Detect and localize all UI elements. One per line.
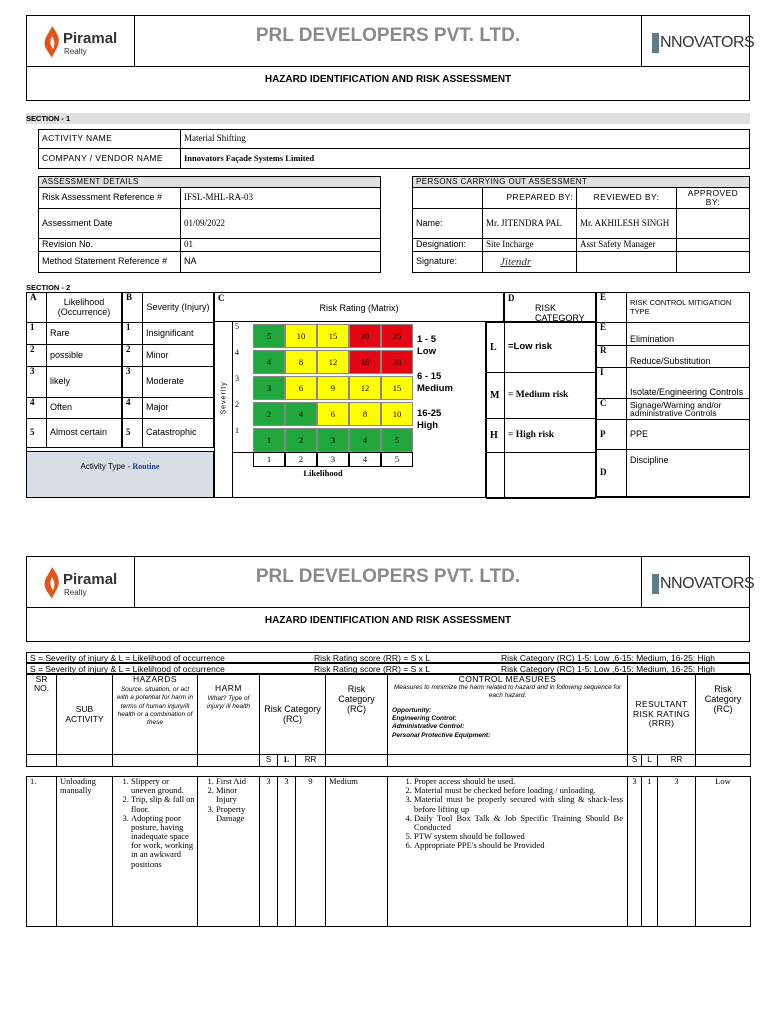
harm-item: 3. Property Damage: [216, 805, 257, 823]
designation-label: Designation:: [413, 239, 483, 252]
severity-num: 1: [123, 323, 143, 345]
matrix-cell: 3: [317, 428, 349, 452]
company-title: PRL DEVELOPERS PVT. LTD.: [255, 25, 521, 46]
row-rl: 1: [642, 777, 658, 927]
innovators-logo-text: NNOVATORS: [660, 34, 755, 51]
category-header-box: [504, 292, 596, 322]
hazard-item: 3. Adopting poor posture, having inadequate space for work, working in an awkward positions: [131, 814, 195, 869]
name-label: Name:: [413, 209, 483, 239]
logo-name: Piramal: [63, 30, 118, 47]
col-rl: L: [642, 755, 658, 767]
col-c: C: [218, 293, 225, 303]
date-value: 01/09/2022: [181, 209, 381, 239]
matrix-x-label: 4: [349, 453, 381, 467]
company-label: COMPANY / VENDOR NAME: [39, 149, 181, 169]
legend-rr: Risk Rating score (RR) = S x L: [314, 653, 430, 663]
col-d: D: [508, 293, 515, 303]
control-type: Opportunity:: [392, 706, 432, 714]
matrix-cell: 2: [285, 428, 317, 452]
hazard-item: 1. Slippery or uneven ground.: [131, 777, 195, 795]
col-hazards-note: Source, situation, or act with a potential for harm in terms of human injury/ill health or a combination of these: [116, 686, 194, 726]
piramal-flame-icon: [43, 26, 61, 58]
header-box: [26, 15, 755, 101]
col-resultant: RESULTANT RISK RATING (RRR): [628, 675, 696, 755]
control-type: Engineering Control:: [392, 715, 457, 723]
matrix-severity-num: 2: [235, 400, 239, 409]
likelihood-text: Rare: [47, 323, 122, 345]
legend-rr: Risk Rating score (RR) = S x L: [314, 664, 430, 674]
col-risk-3: Risk Category (RC): [696, 675, 751, 755]
matrix-severity-num: 1: [235, 426, 239, 435]
col-rrr: RR: [658, 755, 696, 767]
risk-category-header: RISK CATEGORY: [535, 303, 585, 324]
header-box-2: [26, 556, 755, 642]
row-rs: 3: [628, 777, 642, 927]
prepared-designation: Site Incharge: [483, 239, 577, 252]
matrix-cell: 6: [317, 402, 349, 426]
right-logo: [641, 557, 755, 607]
hazard-list: [115, 777, 195, 869]
reviewed-name: Mr. AKHILESH SINGH: [577, 209, 677, 239]
company-title: PRL DEVELOPERS PVT. LTD.: [255, 566, 521, 587]
likelihood-text: possible: [47, 345, 122, 367]
persons-table: [412, 176, 750, 273]
prepared-by: PREPARED BY:: [483, 188, 577, 209]
matrix-cell: 5: [381, 428, 413, 452]
matrix-cell: 12: [349, 376, 381, 400]
control-text: Signage/Warning and/or administrative Controls: [627, 399, 750, 420]
col-srno: SR NO.: [27, 675, 57, 755]
matrix-severity-num: 3: [235, 374, 239, 383]
severity-num: 3: [123, 367, 143, 398]
section2-label: SECTION - 2: [26, 283, 71, 292]
matrix-x-label: 1: [253, 453, 285, 467]
matrix-severity-num: 5: [235, 322, 239, 331]
matrix-cell: 8: [285, 350, 317, 374]
category-text: = High risk: [505, 419, 596, 453]
matrix-cell: 10: [285, 324, 317, 348]
activity-value: Material Shifting: [181, 130, 750, 149]
legend-severity: S = Severity of injury & L = Likelihood of occurrence: [30, 653, 225, 663]
range-medium: 6 - 15 Medium: [417, 371, 453, 394]
reviewed-designation: Asst Safety Manager: [577, 239, 677, 252]
legend-rc: Risk Category (RC) 1-5: Low ,6-15: Medium, 16-25: High: [501, 664, 715, 674]
likelihood-text: likely: [47, 367, 122, 398]
severity-num: 4: [123, 398, 143, 419]
control-letter: I: [597, 368, 627, 399]
category-table: [486, 322, 596, 499]
control-text: Reduce/Substitution: [627, 346, 750, 368]
control-letter: P: [597, 420, 627, 450]
severity-text: Major: [143, 398, 214, 419]
likelihood-text: Often: [47, 398, 122, 419]
harm-item: 2. Minor Injury: [216, 786, 257, 804]
likelihood-num: 5: [27, 419, 47, 448]
hazard-table-header: [26, 674, 751, 767]
col-control: CONTROL MEASURES: [458, 674, 557, 684]
col-rr: RR: [296, 755, 326, 767]
matrix-cell: 12: [317, 350, 349, 374]
signature-label: Signature:: [413, 252, 483, 273]
matrix-cell: 4: [349, 428, 381, 452]
row-l: 3: [278, 777, 296, 927]
left-logo: [27, 557, 135, 607]
severity-text: Moderate: [143, 367, 214, 398]
legend-row-1: [26, 652, 750, 663]
col-sub: SUB ACTIVITY: [57, 675, 113, 755]
control-item: 3. Material must be properly secured with sling & shack-less before lifting up: [414, 795, 623, 813]
likelihood-header: Likelihood (Occurrence): [47, 293, 122, 323]
row-rr: 9: [296, 777, 326, 927]
control-list: [392, 777, 623, 850]
assessment-table: [38, 176, 381, 273]
control-text: Elimination: [627, 323, 750, 346]
category-letter: M: [487, 373, 505, 419]
revision-label: Revision No.: [39, 239, 181, 252]
legend-row-2: [26, 663, 750, 674]
reviewed-by: REVIEWED BY:: [577, 188, 677, 209]
matrix-x-label: 2: [285, 453, 317, 467]
col-control-note: Measures to minimize the harm related to hazard and in following sequence for each hazard.: [393, 684, 622, 700]
matrix-cell: 20: [381, 350, 413, 374]
matrix-x-label: 3: [317, 453, 349, 467]
section1-label: SECTION - 1: [26, 114, 71, 123]
severity-text: Minor: [143, 345, 214, 367]
logo-sub: Realty: [64, 588, 87, 597]
company-value: Innovators Façade Systems Limited: [181, 149, 750, 169]
range-col: [413, 322, 486, 452]
innovators-logo-text: NNOVATORS: [660, 575, 755, 592]
category-letter: H: [487, 419, 505, 453]
legend-severity: S = Severity of injury & L = Likelihood of occurrence: [30, 664, 225, 674]
control-text: Isolate/Engineering Controls: [627, 368, 750, 399]
matrix-cell: 5: [253, 324, 285, 348]
signature: Jitendr: [500, 255, 532, 268]
likelihood-num: 1: [27, 323, 47, 345]
col-a: A: [27, 293, 47, 323]
control-type: Personal Protective Equipment:: [392, 731, 491, 739]
assessment-details-header: ASSESSMENT DETAILS: [39, 177, 381, 188]
severity-axis-label: Severity: [220, 381, 228, 415]
legend-rc: Risk Category (RC) 1-5: Low ,6-15: Medium, 16-25: High: [501, 653, 715, 663]
matrix-cell: 3: [253, 376, 285, 400]
row-s: 3: [260, 777, 278, 927]
innovators-mark-icon: [652, 33, 659, 53]
matrix-cell: 4: [253, 350, 285, 374]
likelihood-num: 3: [27, 367, 47, 398]
col-hazards: HAZARDS: [132, 674, 178, 684]
col-harm: HARM: [214, 683, 243, 693]
activity-type-label: Activity Type -: [80, 462, 133, 471]
row-rrr: 3: [658, 777, 696, 927]
control-text: Discipline: [627, 450, 750, 497]
severity-text: Catastrophic: [143, 419, 214, 448]
likelihood-num: 4: [27, 398, 47, 419]
control-item: 1. Proper access should be used.: [414, 777, 623, 786]
doc-title: HAZARD IDENTIFICATION AND RISK ASSESSMENT: [264, 74, 512, 85]
right-logo: [641, 16, 755, 66]
severity-num: 2: [123, 345, 143, 367]
control-types: [392, 707, 623, 741]
risk-matrix: [233, 322, 413, 452]
ref-value: IFSL-MHL-RA-03: [181, 188, 381, 209]
activity-label: ACTIVITY NAME: [39, 130, 181, 149]
innovators-mark-icon: [652, 574, 659, 594]
control-item: 5. PTW system should be followed: [414, 832, 623, 841]
category-letter: L: [487, 323, 505, 373]
control-letter: D: [597, 450, 627, 497]
method-value: NA: [181, 252, 381, 273]
control-type: Administrative Control:: [392, 723, 465, 731]
category-text: = Medium risk: [505, 373, 596, 419]
likelihood-table: [26, 292, 122, 448]
severity-header: Severity (Injury): [143, 293, 214, 323]
col-b: B: [123, 293, 143, 323]
likelihood-num: 2: [27, 345, 47, 367]
col-risk-2: Risk Category (RC): [326, 675, 388, 755]
matrix-cell: 4: [285, 402, 317, 426]
matrix-cell: 1: [253, 428, 285, 452]
row-srno: 1.: [27, 777, 57, 927]
prepared-name: Mr. JITENDRA PAL: [483, 209, 577, 239]
col-rs: S: [628, 755, 642, 767]
date-label: Assessment Date: [39, 209, 181, 239]
control-letter: R: [597, 346, 627, 368]
control-item: 2. Material must be checked before loading / unloading.: [414, 786, 623, 795]
harm-item: 1. First Aid: [216, 777, 257, 786]
approved-by: APPROVED BY:: [677, 188, 750, 209]
likelihood-text: Almost certain: [47, 419, 122, 448]
persons-header: PERSONS CARRYING OUT ASSESSMENT: [413, 177, 750, 188]
row-rc: Medium: [326, 777, 388, 927]
hazard-item: 2. Trip, slip & fall on floor.: [131, 795, 195, 813]
row-rrc: Low: [696, 777, 751, 927]
control-item: 6. Appropriate PPE's should be Provided: [414, 841, 623, 850]
likelihood-axis-label: Likelihood: [303, 468, 343, 478]
col-risk: Risk Category (RC): [260, 675, 326, 755]
col-harm-note: What? Type of injury/ ill health: [207, 695, 250, 711]
severity-text: Insignificant: [143, 323, 214, 345]
left-logo: [27, 16, 135, 66]
severity-num: 5: [123, 419, 143, 448]
activity-type-box: [26, 451, 214, 498]
matrix-cell: 10: [381, 402, 413, 426]
harm-list: [200, 777, 257, 823]
matrix-header-box: [214, 292, 504, 322]
activity-type-value: Routine: [132, 462, 160, 471]
matrix-cell: 15: [381, 376, 413, 400]
activity-table: [38, 129, 750, 169]
col-e: E: [597, 293, 627, 323]
control-text: PPE: [627, 420, 750, 450]
control-item: 4. Daily Tool Box Talk & Job Specific Training Should Be Conducted: [414, 814, 623, 832]
range-low: 1 - 5 Low: [417, 334, 437, 357]
control-letter: E: [597, 323, 627, 346]
ref-label: Risk Assessment Reference #: [39, 188, 181, 209]
matrix-cell: 15: [317, 324, 349, 348]
method-label: Method Statement Reference #: [39, 252, 181, 273]
piramal-flame-icon: [43, 567, 61, 599]
logo-name: Piramal: [63, 571, 118, 588]
matrix-cell: 8: [349, 402, 381, 426]
col-l: L: [278, 755, 296, 767]
matrix-cell: 6: [285, 376, 317, 400]
row-sub-activity: Unloading manually: [57, 777, 113, 927]
severity-table: [122, 292, 214, 448]
revision-value: 01: [181, 239, 381, 252]
matrix-cell: 2: [253, 402, 285, 426]
matrix-header: Risk Rating (Matrix): [319, 303, 399, 313]
control-table: [596, 292, 750, 497]
matrix-cell: 16: [349, 350, 381, 374]
matrix-x-label: 5: [381, 453, 413, 467]
category-text: =Low risk: [505, 323, 596, 373]
range-high: 16-25 High: [417, 408, 442, 431]
matrix-severity-num: 4: [235, 348, 239, 357]
matrix-cell: 9: [317, 376, 349, 400]
control-header: RISK CONTROL MITIGATION TYPE: [627, 293, 750, 323]
logo-sub: Realty: [64, 47, 87, 56]
matrix-cell: 25: [381, 324, 413, 348]
hazard-table-body: [26, 776, 751, 927]
control-letter: C: [597, 399, 627, 420]
doc-title: HAZARD IDENTIFICATION AND RISK ASSESSMENT: [264, 615, 512, 626]
matrix-cell: 20: [349, 324, 381, 348]
col-s: S: [260, 755, 278, 767]
